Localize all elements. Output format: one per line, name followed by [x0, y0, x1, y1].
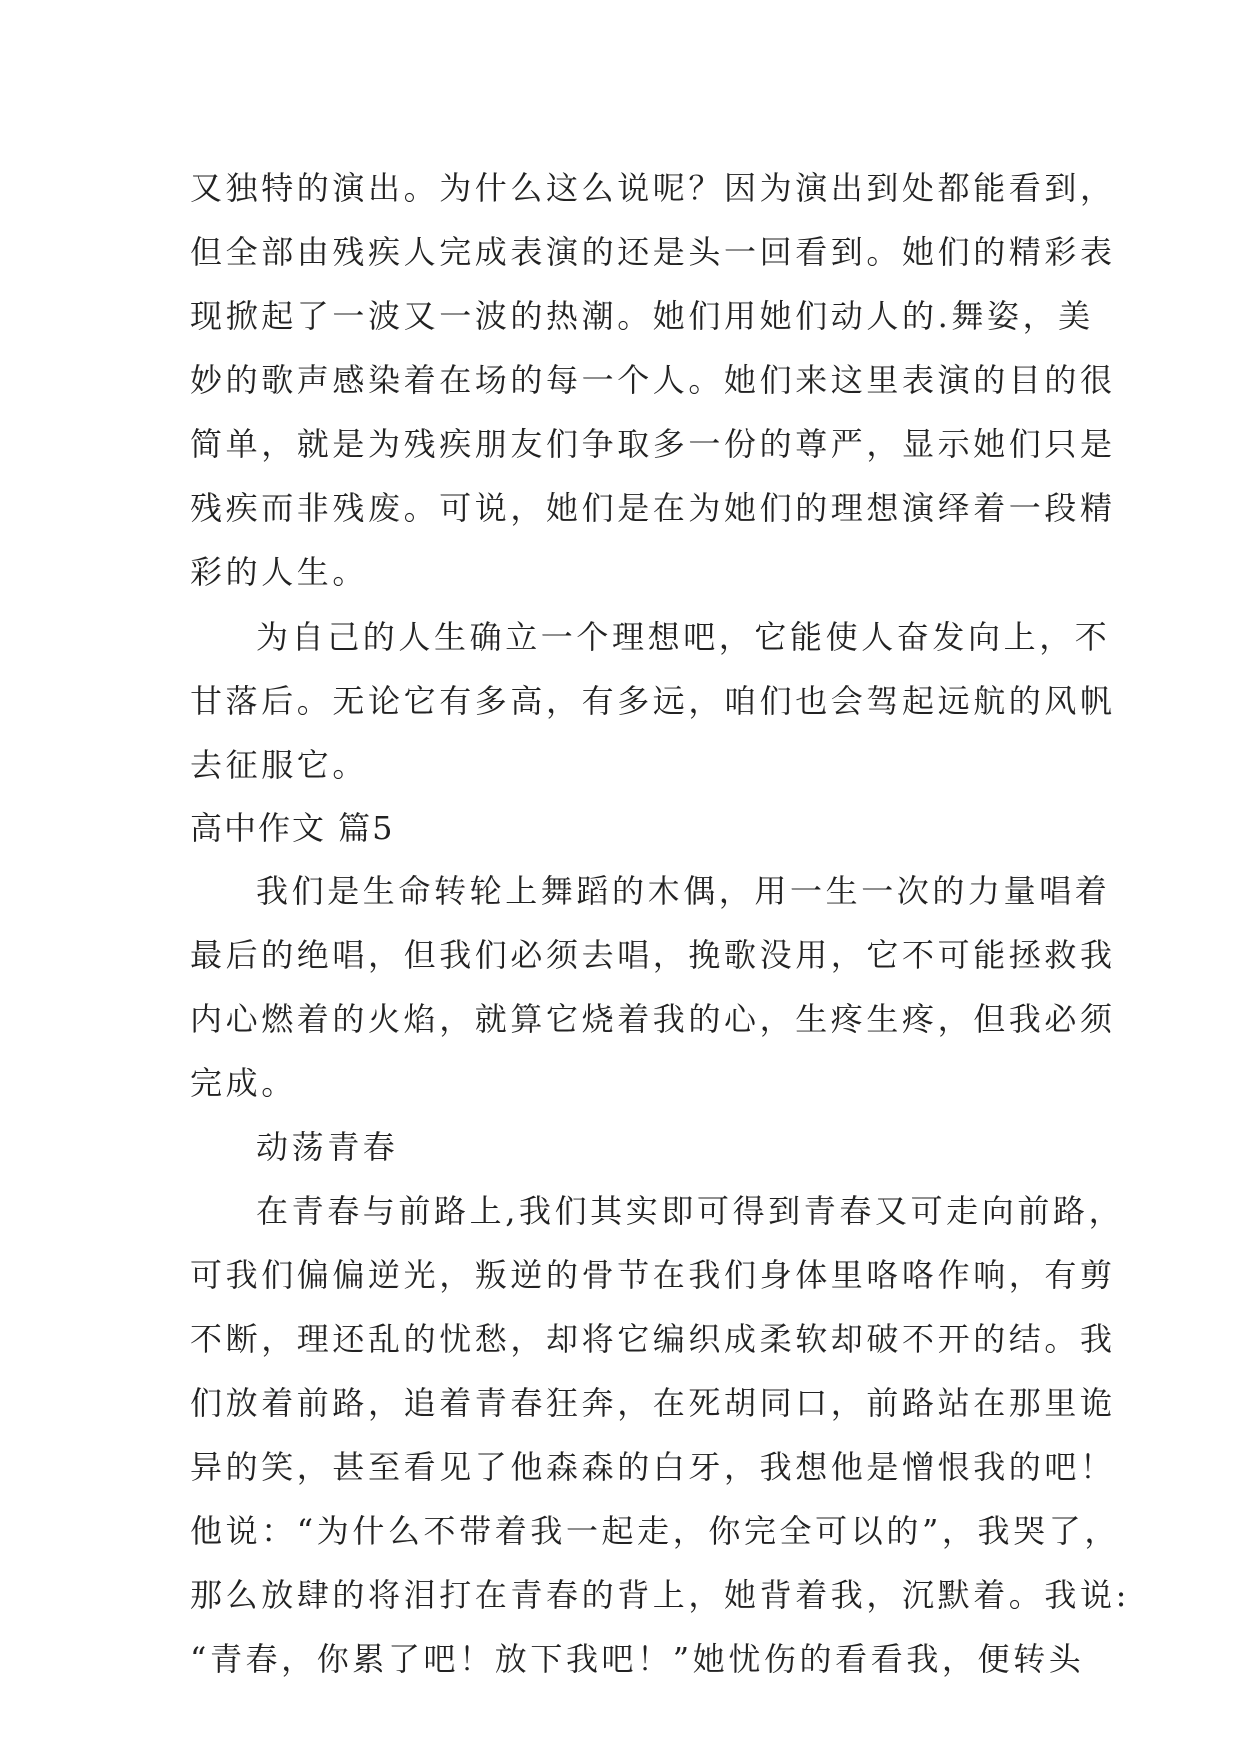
text-line: 不断，理还乱的忧愁，却将它编织成柔软却破不开的结。我	[190, 1320, 1116, 1358]
text-line: 可我们偏偏逆光，叛逆的骨节在我们身体里咯咯作响，有剪	[190, 1256, 1116, 1294]
text-line: 异的笑，甚至看见了他森森的白牙，我想他是憎恨我的吧！	[190, 1448, 1116, 1486]
text-line: 最后的绝唱，但我们必须去唱，挽歌没用，它不可能拯救我	[190, 936, 1116, 974]
text-line: “青春，你累了吧！放下我吧！”她忧伤的看看我，便转头	[190, 1640, 1085, 1678]
text-line: 那么放肆的将泪打在青春的背上，她背着我，沉默着。我说:	[190, 1576, 1130, 1614]
paragraph-start-line: 为自己的人生确立一个理想吧，它能使人奋发向上，不	[256, 618, 1111, 656]
text-line: 甘落后。无论它有多高，有多远，咱们也会驾起远航的风帆	[190, 682, 1116, 720]
subtitle: 动荡青春	[256, 1128, 399, 1166]
text-line: 但全部由残疾人完成表演的还是头一回看到。她们的精彩表	[190, 233, 1116, 271]
text-line: 残疾而非残废。可说，她们是在为她们的理想演绎着一段精	[190, 489, 1116, 527]
section-heading: 高中作文 篇5	[190, 809, 395, 847]
text-line: 他说：“为什么不带着我一起走，你完全可以的”，我哭了，	[190, 1512, 1120, 1550]
text-line: 完成。	[190, 1064, 297, 1102]
text-line: 们放着前路，追着青春狂奔，在死胡同口，前路站在那里诡	[190, 1384, 1116, 1422]
text-line: 彩的人生。	[190, 553, 369, 591]
text-line: 简单，就是为残疾朋友们争取多一份的尊严，显示她们只是	[190, 425, 1116, 463]
paragraph-start-line: 我们是生命转轮上舞蹈的木偶，用一生一次的力量唱着	[256, 872, 1111, 910]
text-line: 现掀起了一波又一波的热潮。她们用她们动人的.舞姿，美	[190, 297, 1094, 335]
text-line: 又独特的演出。为什么这么说呢？因为演出到处都能看到，	[190, 169, 1116, 207]
text-line: 内心燃着的火焰，就算它烧着我的心，生疼生疼，但我必须	[190, 1000, 1116, 1038]
paragraph-start-line: 在青春与前路上,我们其实即可得到青春又可走向前路，	[256, 1192, 1125, 1230]
text-line: 去征服它。	[190, 746, 369, 784]
text-line: 妙的歌声感染着在场的每一个人。她们来这里表演的目的很	[190, 361, 1116, 399]
